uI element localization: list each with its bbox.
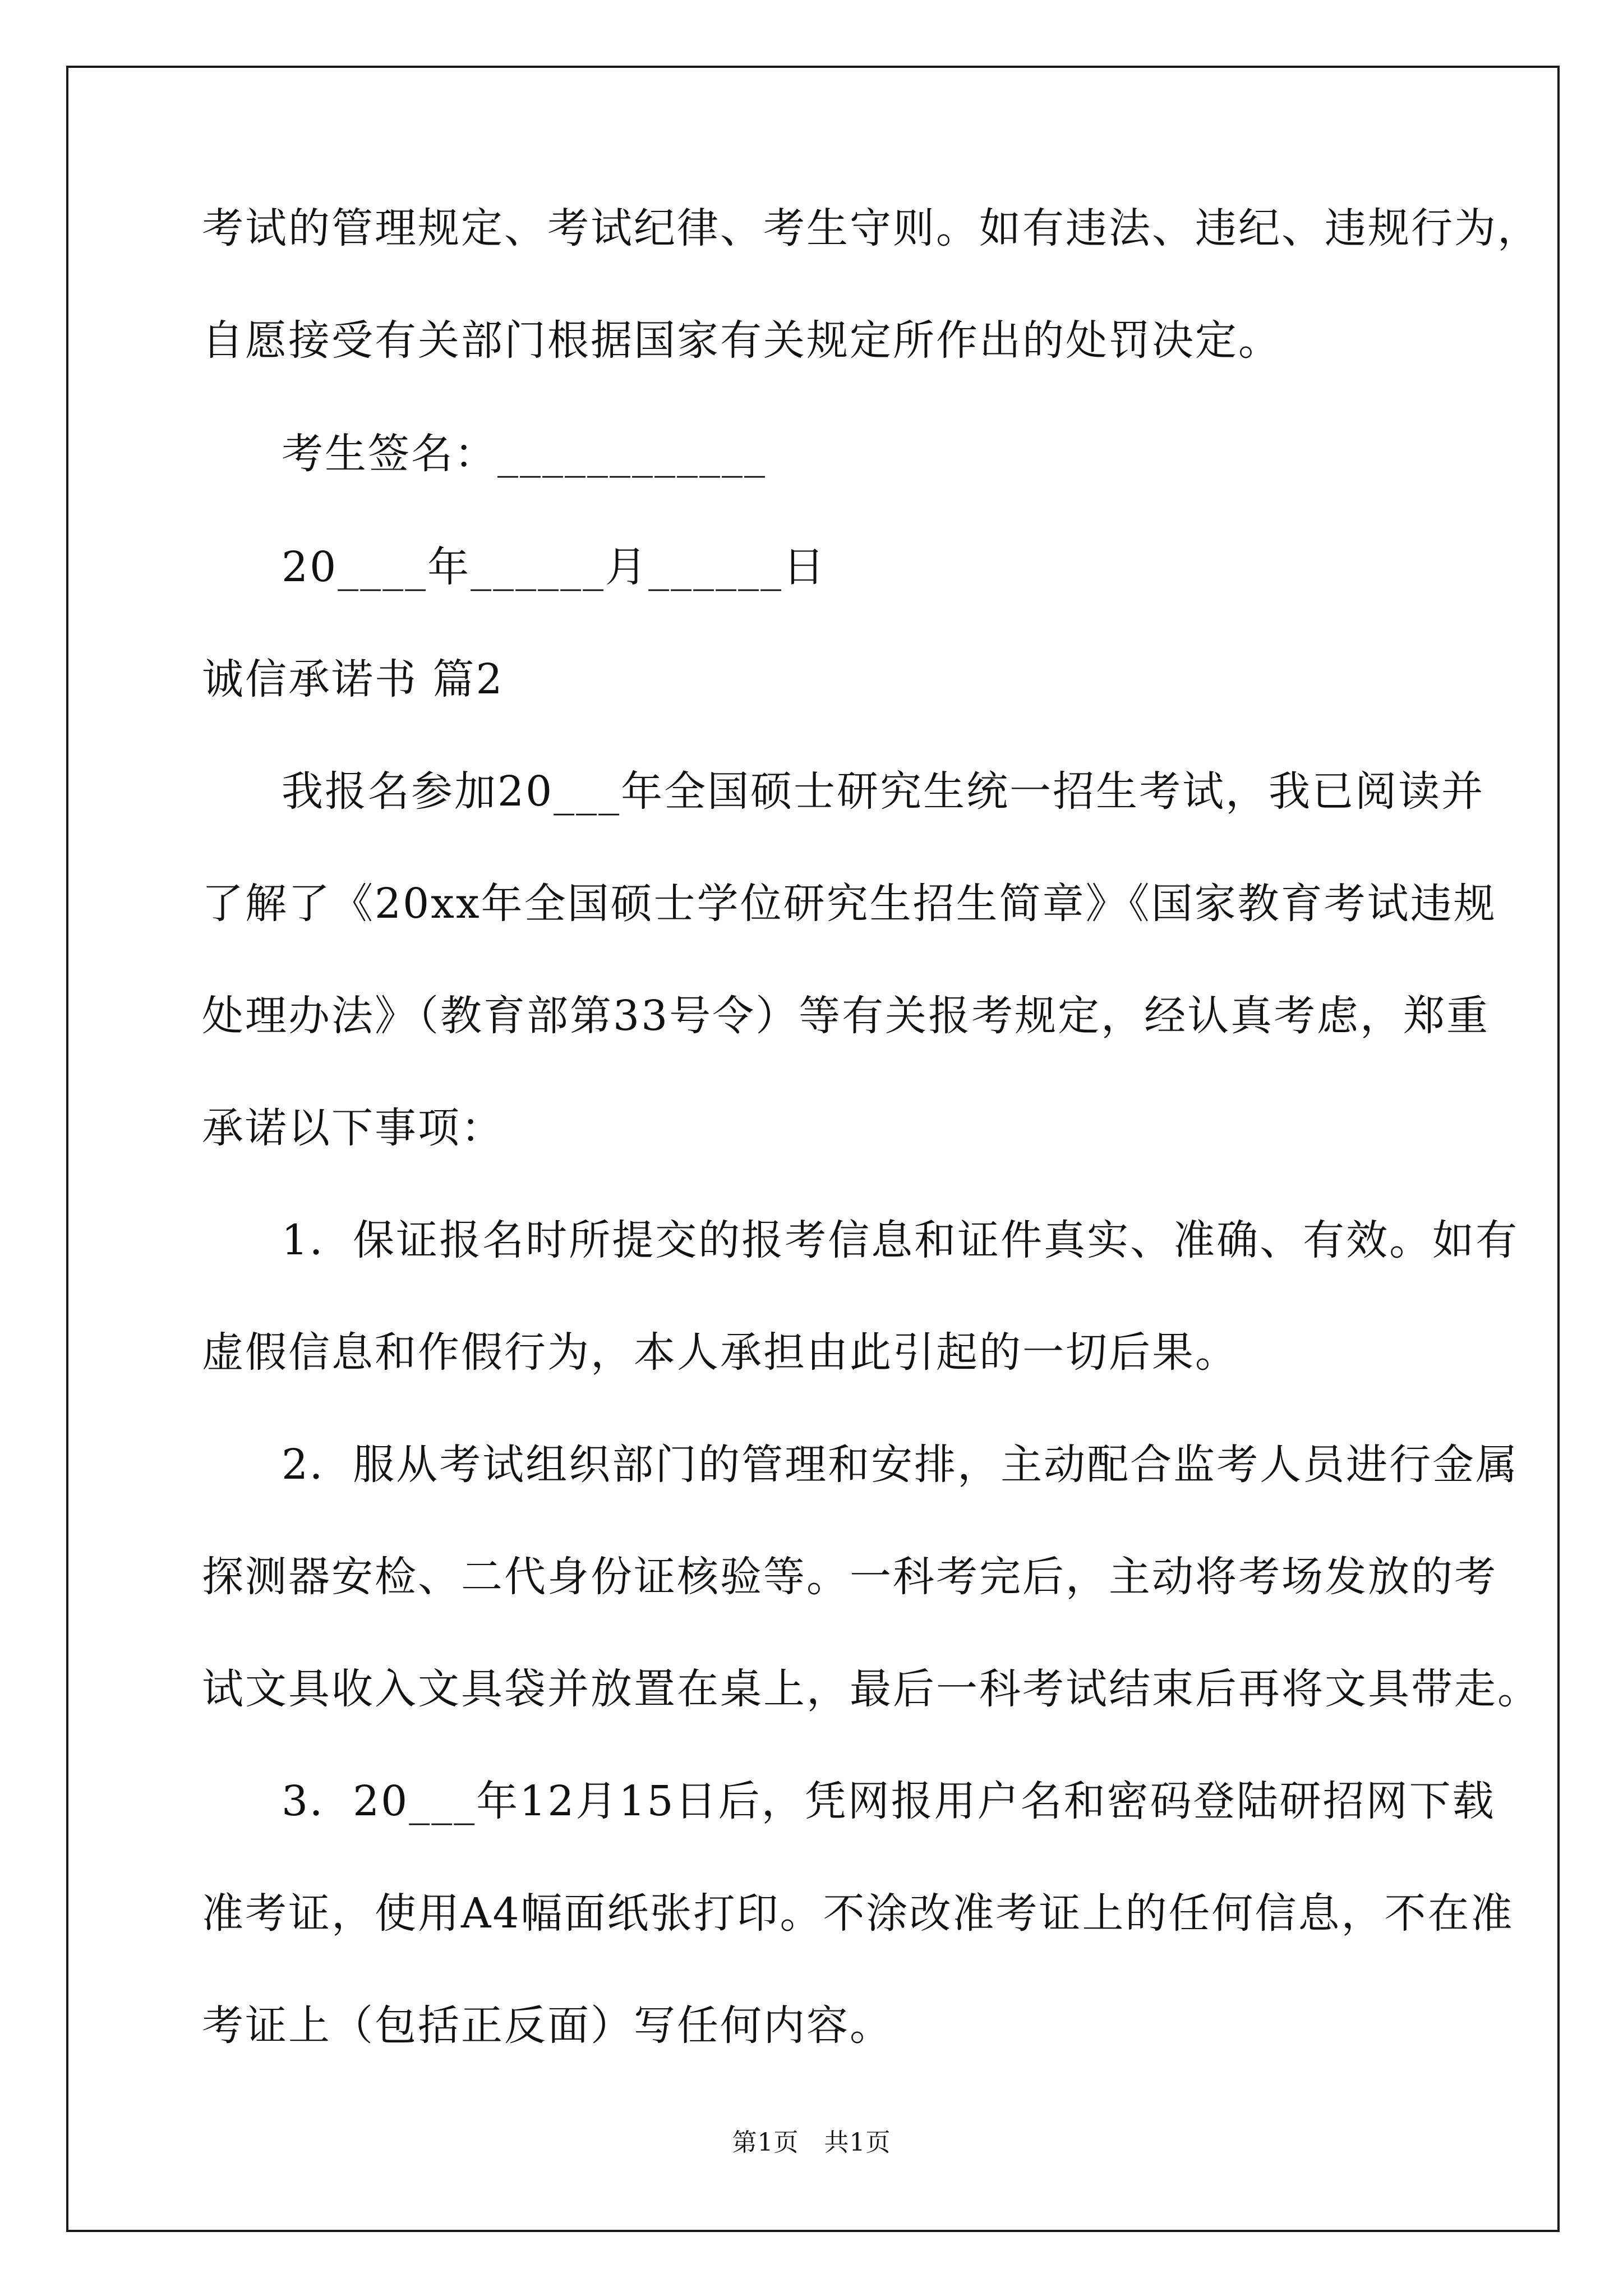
text-line: 探测器安检、二代身份证核验等。一科考完后，主动将考场发放的考 [202, 1553, 1497, 1601]
text-line: 自愿接受有关部门根据国家有关规定所作出的处罚决定。 [202, 316, 1281, 365]
text-line: 虚假信息和作假行为，本人承担由此引起的一切后果。 [202, 1328, 1238, 1377]
section-heading: 诚信承诺书 篇2 [202, 655, 504, 703]
text-line: 考试的管理规定、考试纪律、考生守则。如有违法、违纪、违规行为， [202, 204, 1541, 252]
numbered-item-1: 1．保证报名时所提交的报考信息和证件真实、准确、有效。如有 [282, 1216, 1519, 1264]
page-footer: 第1页 共1页 [732, 2128, 891, 2157]
date-line: 20____年______月______日 [282, 543, 827, 591]
text-line: 考证上（包括正反面）写任何内容。 [202, 2001, 893, 2050]
text-line: 处理办法》（教育部第33号令）等有关报考规定，经认真考虑，郑重 [202, 992, 1490, 1040]
numbered-item-3: 3．20___年12月15日后，凭网报用户名和密码登陆研招网下载 [282, 1777, 1496, 1825]
signature-line: 考生签名：____________ [282, 430, 767, 478]
text-line: 承诺以下事项： [202, 1104, 504, 1152]
text-line: 我报名参加20___年全国硕士研究生统一招生考试，我已阅读并 [282, 767, 1485, 816]
document-body [202, 204, 1541, 2050]
text-line: 试文具收入文具袋并放置在桌上，最后一科考试结束后再将文具带走。 [202, 1665, 1541, 1713]
numbered-item-2: 2．服从考试组织部门的管理和安排，主动配合监考人员进行金属 [282, 1441, 1519, 1489]
text-line: 准考证，使用A4幅面纸张打印。不涂改准考证上的任何信息，不在准 [202, 1889, 1514, 1938]
text-line: 了解了《20xx年全国硕士学位研究生招生简章》《国家教育考试违规 [202, 880, 1497, 928]
